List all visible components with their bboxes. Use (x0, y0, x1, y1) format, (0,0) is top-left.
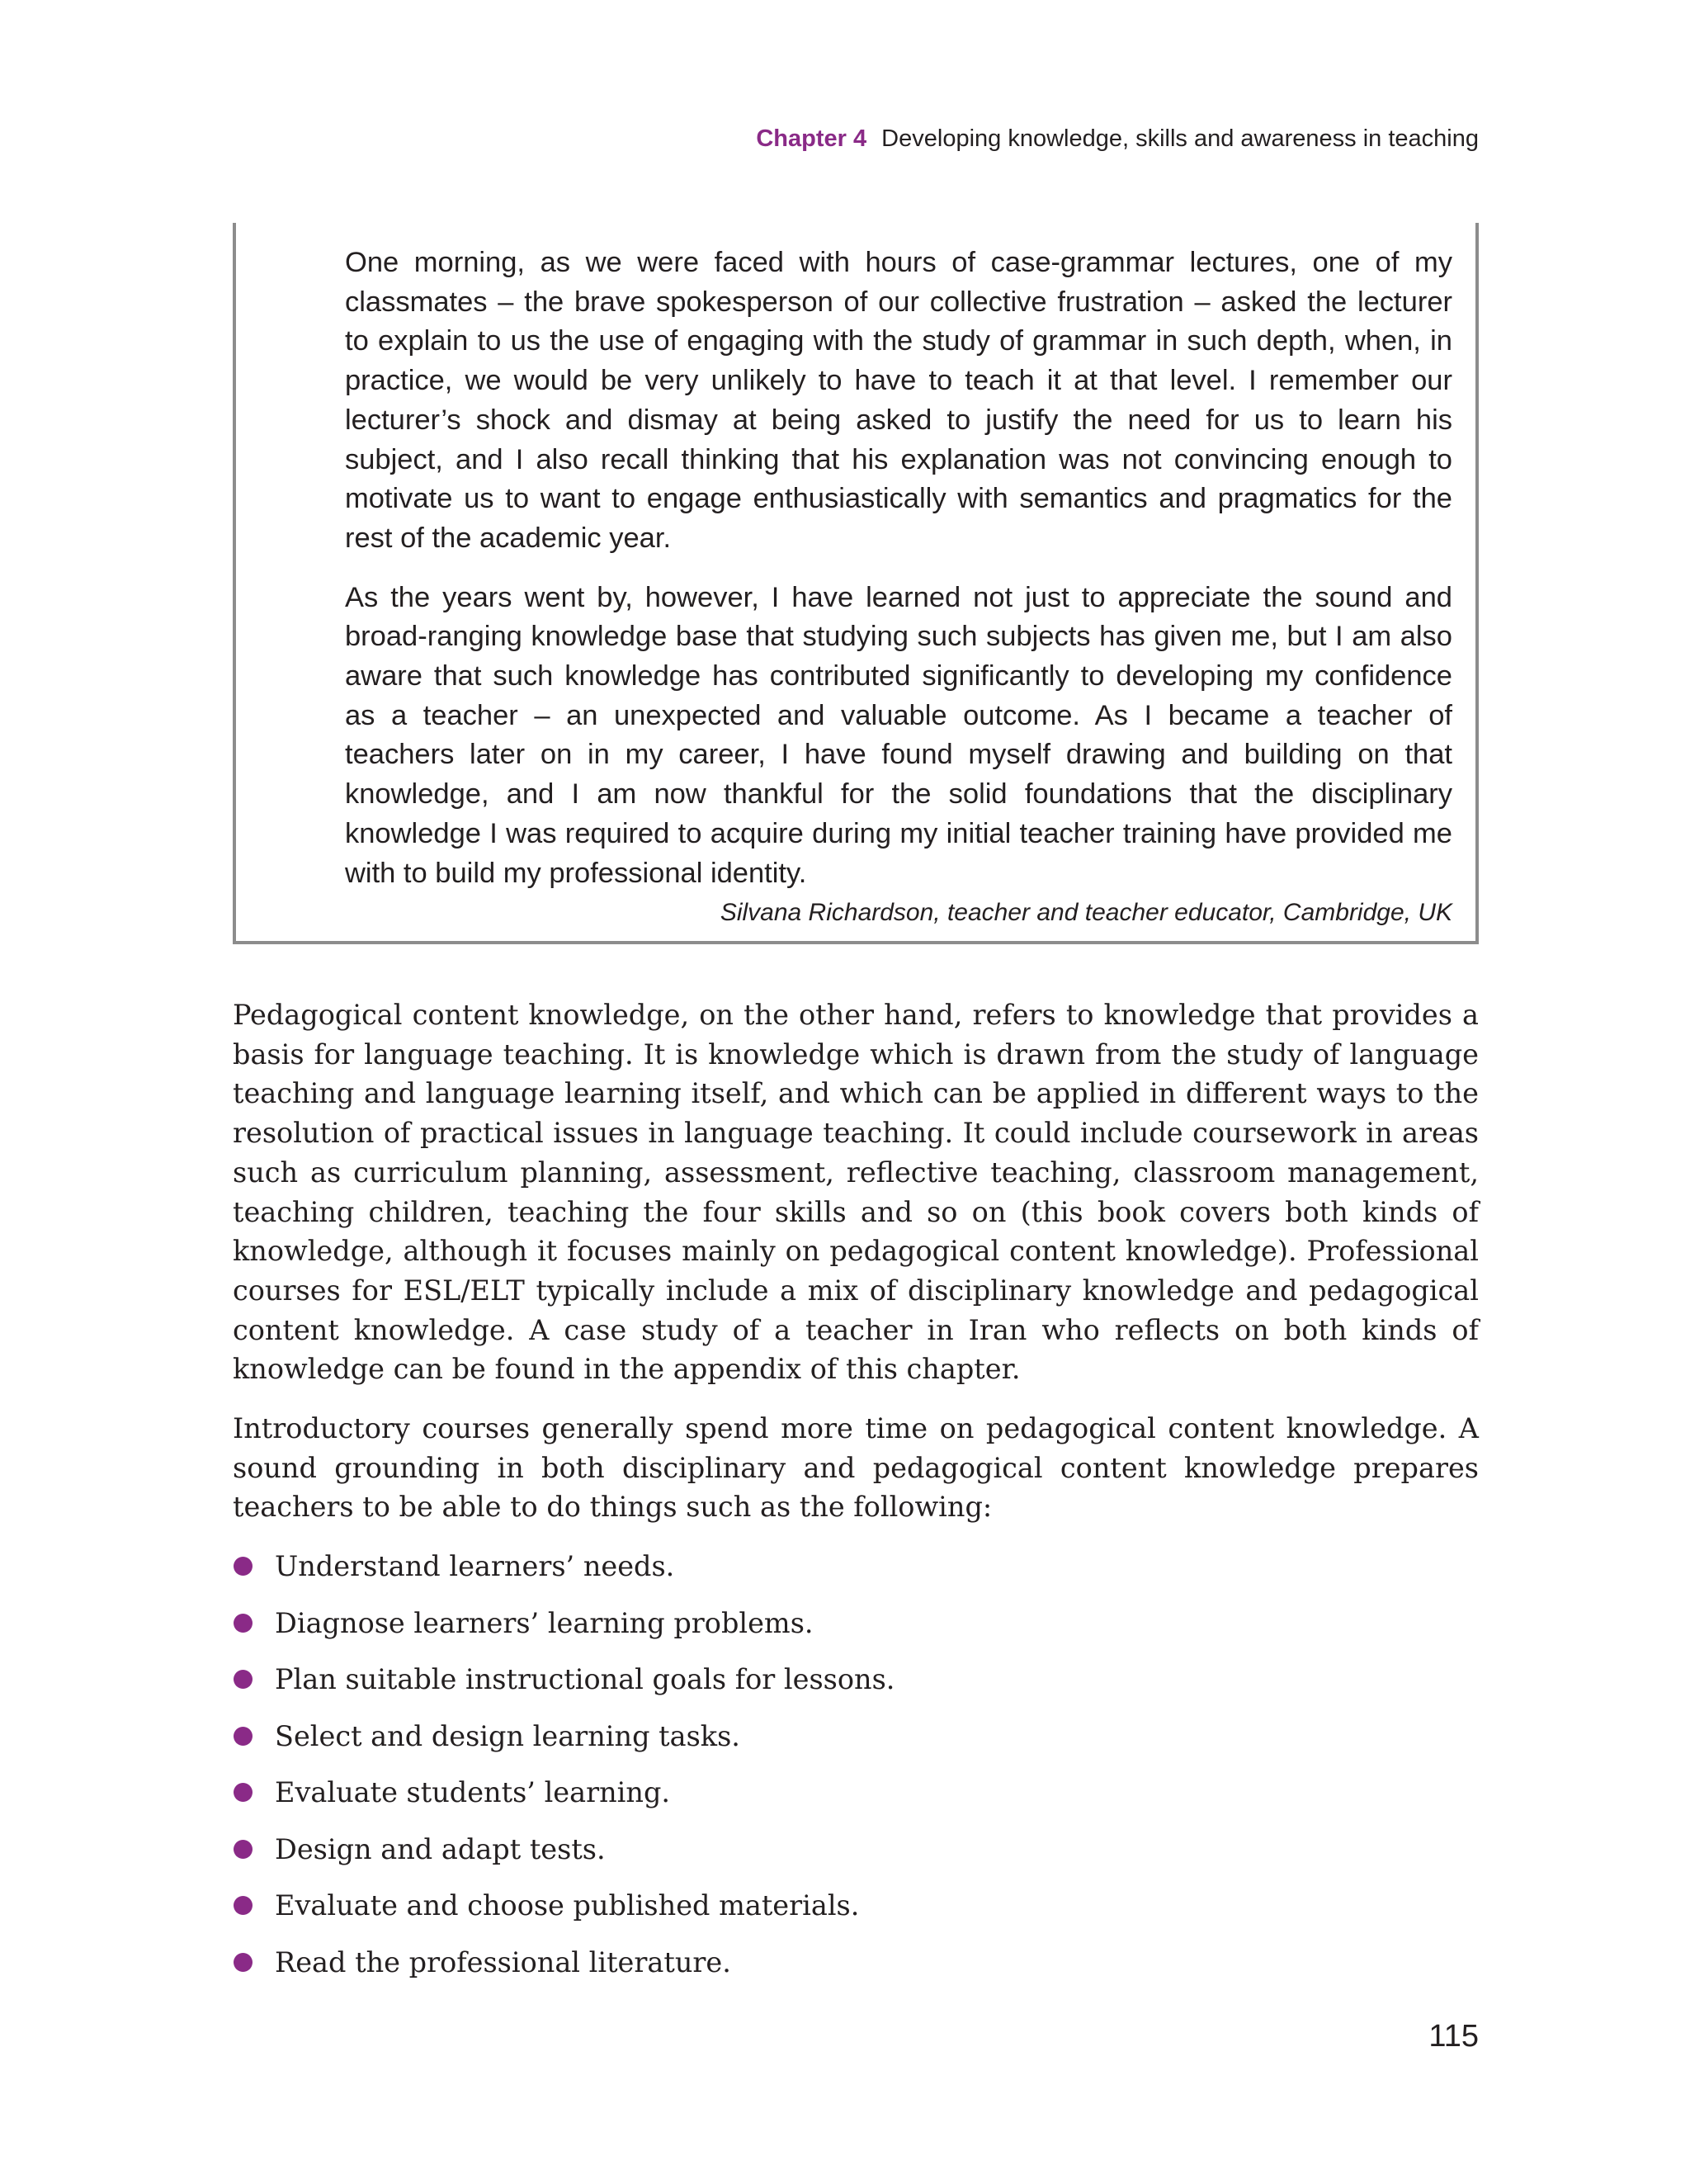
chapter-title: Developing knowledge, skills and awareness in teaching (881, 125, 1479, 152)
bullet-icon (234, 1953, 253, 1972)
bullet-icon (234, 1896, 253, 1915)
bullet-list (233, 1547, 1479, 1999)
quote-paragraph-1: One morning, as we were faced with hours of case-grammar lectures, one of my classmates – the brave spokesperson of our collective frustration – asked the lecturer to explain to us the use of engaging with the study of grammar in such depth, when, in practice, we would be very unlikely to have to teach it at that level. I remember our lecturer’s shock and dismay at being asked to justify the need for us to learn his subject, and I also recall thinking that his explanation was not convincing enough to motivate us to want to engage enthusiastically with semantics and pragmatics for the rest of the academic year. (345, 247, 1452, 554)
bullet-icon (234, 1670, 253, 1689)
list-item-text: Evaluate and choose published materials. (275, 1889, 860, 1922)
body-paragraph-1: Pedagogical content knowledge, on the other hand, refers to knowledge that provides a basis for language teaching. It is knowledge which is drawn from the study of language teaching and language learning itself, and which can be applied in different ways to the resolution of practical issues in language teaching. It could include coursework in areas such as curriculum planning, assessment, reflective teaching, classroom management, teaching children, teaching the four skills and so on (this book covers both kinds of knowledge, although it focuses mainly on pedagogical content knowledge). Professional courses for ESL/ELT typically include a mix of disciplinary knowledge and pedagogical content knowledge. A case study of a teacher in Iran who reflects on both kinds of knowledge can be found in the appendix of this chapter. (233, 999, 1479, 1386)
list-item-text: Design and adapt tests. (275, 1832, 606, 1865)
quote-paragraph-2: As the years went by, however, I have learned not just to appreciate the sound and broad-ranging knowledge base that studying such subjects has given me, but I am also aware that such knowledge has contributed significantly to developing my confidence as a teacher – an unexpected and valuable outcome. As I became a teacher of teachers later on in my career, I have found myself drawing and building on that knowledge, and I am now thankful for the solid foundations that the disciplinary knowledge I was required to acquire during my initial teacher training have provided me with to build my professional identity. (345, 581, 1452, 889)
bullet-icon (234, 1840, 253, 1859)
list-item-text: Read the professional literature. (275, 1945, 731, 1978)
quote-attribution: Silvana Richardson, teacher and teacher educator, Cambridge, UK (720, 899, 1452, 927)
list-item-text: Plan suitable instructional goals for lessons. (275, 1663, 895, 1696)
list-item-text: Evaluate students’ learning. (275, 1776, 671, 1809)
body-paragraph-2: Introductory courses generally spend more time on pedagogical content knowledge. A sound grounding in both disciplinary and pedagogical content knowledge prepares teachers to be able to do things such as the following: (233, 1412, 1479, 1524)
list-item (233, 1886, 1479, 1943)
quote-content (345, 243, 1452, 953)
chapter-label: Chapter 4 (756, 125, 867, 152)
bullet-icon (234, 1783, 253, 1802)
list-item (233, 1773, 1479, 1830)
list-item (233, 1547, 1479, 1604)
bullet-icon (234, 1727, 253, 1746)
list-item (233, 1943, 1479, 2000)
list-item-text: Diagnose learners’ learning problems. (275, 1606, 814, 1639)
body-text (233, 995, 1479, 1999)
list-item (233, 1717, 1479, 1774)
running-head (756, 125, 1479, 153)
quote-box (233, 223, 1479, 944)
page-number: 115 (1428, 2019, 1479, 2054)
list-item (233, 1830, 1479, 1887)
list-item-text: Understand learners’ needs. (275, 1550, 675, 1583)
bullet-icon (234, 1557, 253, 1576)
list-item (233, 1660, 1479, 1717)
list-item-text: Select and design learning tasks. (275, 1719, 740, 1752)
list-item (233, 1604, 1479, 1661)
bullet-icon (234, 1614, 253, 1633)
